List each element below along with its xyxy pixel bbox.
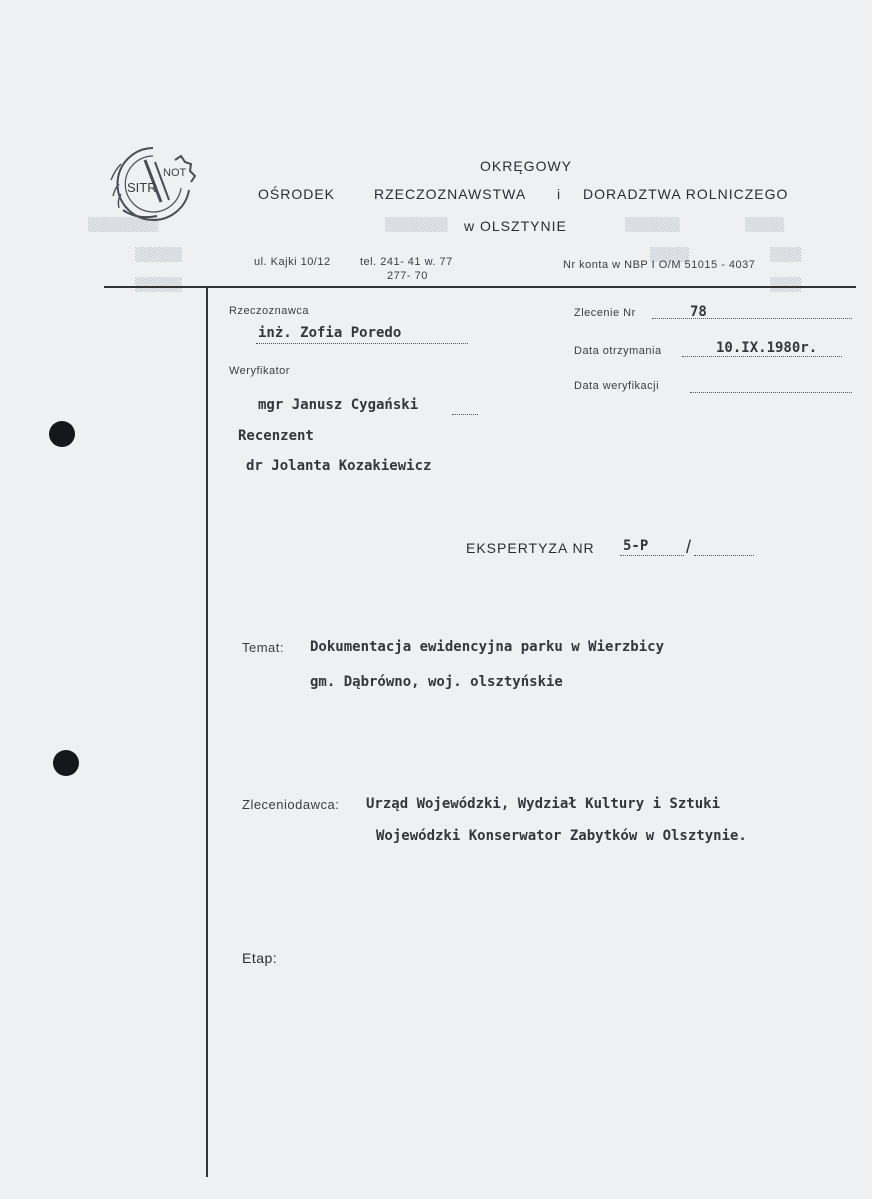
letterhead-phone2: 277- 70 <box>387 270 428 282</box>
temat-line1: Dokumentacja ewidencyjna parku w Wierzbicy <box>310 639 665 655</box>
rzeczoznawca-label: Rzeczoznawca <box>229 305 309 317</box>
punch-hole-icon <box>49 421 75 447</box>
zlecenie-label: Zlecenie Nr <box>574 307 636 319</box>
data-weryfikacji-dotted-line <box>690 392 852 393</box>
letterhead-phone: tel. 241- 41 w. 77 <box>360 256 453 268</box>
letterhead-rzeczoznawstwa: RZECZOZNAWSTWA <box>374 186 527 202</box>
margin-rule <box>206 287 208 1177</box>
etap-label: Etap: <box>242 950 278 966</box>
zlecenie-dotted-line <box>652 318 852 319</box>
letterhead-doradztwa: DORADZTWA ROLNICZEGO <box>583 186 789 202</box>
temat-line2: gm. Dąbrówno, woj. olsztyńskie <box>310 674 563 690</box>
bleed-through-text: ▒▒▒▒▒▒ <box>135 248 182 263</box>
sitr-not-logo-icon <box>103 140 203 230</box>
weryfikator-label: Weryfikator <box>229 365 290 377</box>
punch-hole-icon <box>53 750 79 776</box>
letterhead-city: w OLSZTYNIE <box>464 218 567 234</box>
zleceniodawca-line1: Urząd Wojewódzki, Wydział Kultury i Sztuki <box>366 796 721 812</box>
ekspertyza-dotted-line-1 <box>620 555 684 556</box>
rzeczoznawca-value: inż. Zofia Poredo <box>258 325 402 341</box>
logo-text-not: NOT <box>163 167 187 179</box>
rzeczoznawca-dotted-line <box>256 343 468 344</box>
letterhead-account: Nr konta w NBP I O/M 51015 - 4037 <box>563 259 756 271</box>
zlecenie-value: 78 <box>690 304 707 320</box>
bleed-through-text: ▒▒▒▒▒ <box>745 218 785 233</box>
recenzent-value: dr Jolanta Kozakiewicz <box>246 458 432 474</box>
letterhead-i: i <box>557 186 562 202</box>
ekspertyza-dotted-line-2 <box>694 555 754 556</box>
zleceniodawca-label: Zleceniodawca: <box>242 797 340 812</box>
bleed-through-text: ▒▒▒▒▒▒▒▒ <box>385 218 448 233</box>
letterhead-line1: OKRĘGOWY <box>480 158 573 174</box>
recenzent-label: Recenzent <box>238 428 314 444</box>
ekspertyza-number: 5-P <box>623 538 649 554</box>
bleed-through-text: ▒▒▒▒ <box>770 248 802 263</box>
letterhead-address: ul. Kajki 10/12 <box>254 256 331 268</box>
temat-label: Temat: <box>242 640 285 655</box>
bleed-through-text: ▒▒▒▒▒ <box>650 248 690 263</box>
data-otrzymania-dotted-line <box>682 356 842 357</box>
bleed-through-text: ▒▒▒▒▒▒▒▒▒ <box>88 218 159 233</box>
ekspertyza-label: EKSPERTYZA NR <box>466 540 595 556</box>
bleed-through-text: ▒▒▒▒▒▒▒ <box>625 218 680 233</box>
weryfikator-value: mgr Janusz Cygański <box>258 397 419 413</box>
logo-text-sitr: SITR <box>127 180 157 195</box>
zleceniodawca-line2: Wojewódzki Konserwator Zabytków w Olsztynie. <box>376 828 747 844</box>
data-weryfikacji-label: Data weryfikacji <box>574 380 660 392</box>
data-otrzymania-value: 10.IX.1980r. <box>716 340 818 356</box>
letterhead-osrodek: OŚRODEK <box>258 186 336 202</box>
weryfikator-dotted-line <box>452 414 478 415</box>
data-otrzymania-label: Data otrzymania <box>574 345 662 357</box>
ekspertyza-separator: / <box>686 537 693 557</box>
horizontal-rule <box>104 286 856 288</box>
